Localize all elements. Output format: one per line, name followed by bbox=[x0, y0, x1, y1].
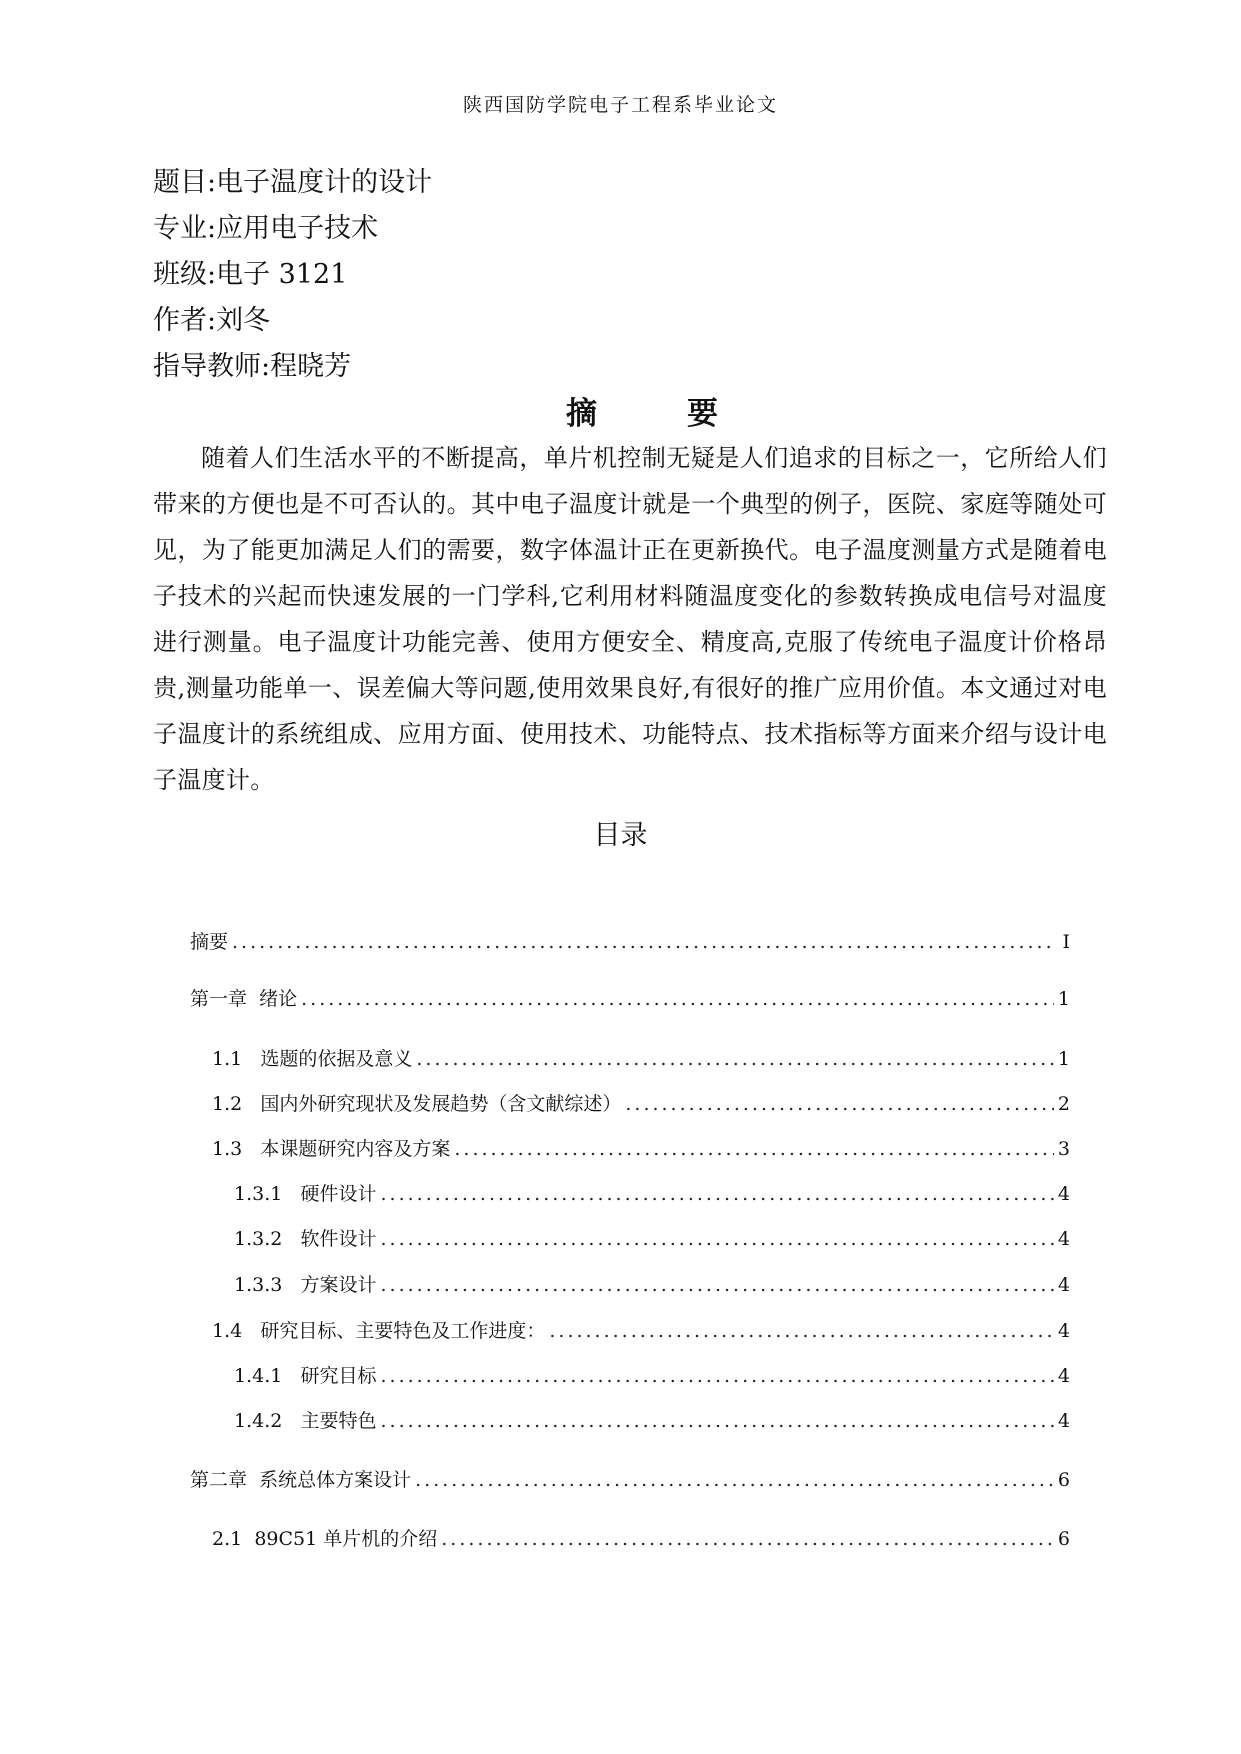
toc-entry[interactable] bbox=[190, 1466, 1070, 1494]
toc-entry-page: 6 bbox=[1057, 1528, 1070, 1550]
toc-entry-page: 2 bbox=[1057, 1093, 1070, 1115]
toc-entry-label: 系统总体方案设计 bbox=[259, 1469, 412, 1491]
author-line: 作者:刘冬 bbox=[153, 305, 271, 336]
toc-entry[interactable] bbox=[212, 1090, 1070, 1118]
toc-leader-dots bbox=[454, 1135, 1054, 1163]
toc-leader-dots bbox=[381, 1407, 1054, 1435]
toc-entry[interactable] bbox=[234, 1180, 1070, 1208]
toc-entry-page: 1 bbox=[1057, 988, 1070, 1010]
toc-entry-page: 4 bbox=[1057, 1320, 1070, 1342]
toc-entry[interactable] bbox=[234, 1271, 1070, 1299]
toc-entry[interactable] bbox=[212, 1317, 1070, 1345]
running-header: 陕西国防学院电子工程系毕业论文 bbox=[462, 94, 778, 116]
toc-entry-number: 1.4.1 bbox=[234, 1365, 283, 1387]
toc-leader-dots bbox=[625, 1090, 1054, 1118]
toc-entry-page: 1 bbox=[1057, 1048, 1070, 1070]
toc-entry-label: 研究目标、主要特色及工作进度： bbox=[260, 1320, 546, 1342]
toc-leader-dots bbox=[415, 1466, 1054, 1494]
toc-leader-dots bbox=[381, 1271, 1054, 1299]
toc-entry[interactable] bbox=[234, 1225, 1070, 1253]
toc-entry-label: 89C51 单片机的介绍 bbox=[254, 1528, 438, 1550]
toc-leader-dots bbox=[381, 1225, 1054, 1253]
toc-entry-number: 1.2 bbox=[212, 1093, 243, 1115]
toc-leader-dots bbox=[301, 985, 1054, 1013]
toc-entry-number: 1.3 bbox=[212, 1138, 243, 1160]
toc-entry-number: 1.3.2 bbox=[234, 1228, 283, 1250]
toc-entry-number: 1.4.2 bbox=[234, 1410, 283, 1432]
toc-leader-dots bbox=[416, 1045, 1054, 1073]
toc-leader-dots bbox=[381, 1180, 1054, 1208]
toc-entry-page: 4 bbox=[1057, 1183, 1070, 1205]
toc-entry-page: 4 bbox=[1057, 1274, 1070, 1296]
toc-entry-label: 选题的依据及意义 bbox=[260, 1048, 413, 1070]
toc-entry-page: 4 bbox=[1057, 1410, 1070, 1432]
major-line: 专业:应用电子技术 bbox=[153, 213, 379, 244]
abstract-heading bbox=[566, 388, 718, 433]
thesis-title-line: 题目:电子温度计的设计 bbox=[153, 167, 433, 198]
toc-heading: 目录 bbox=[593, 820, 648, 851]
toc-entry[interactable] bbox=[212, 1045, 1070, 1073]
toc-entry-page: 4 bbox=[1057, 1228, 1070, 1250]
advisor-line: 指导教师:程晓芳 bbox=[153, 351, 352, 382]
toc-leader-dots bbox=[232, 928, 1056, 956]
toc-entry-label: 摘要 bbox=[190, 931, 229, 953]
toc-entry-label: 本课题研究内容及方案 bbox=[260, 1138, 451, 1160]
toc-entry-page: I bbox=[1062, 931, 1070, 953]
toc-entry[interactable] bbox=[234, 1362, 1070, 1390]
abstract-heading-char-1: 摘 bbox=[566, 396, 597, 432]
toc-entry-number: 第一章 bbox=[190, 988, 248, 1010]
toc-entry-number: 第二章 bbox=[190, 1469, 248, 1491]
toc-entry-page: 3 bbox=[1057, 1138, 1070, 1160]
toc-entry[interactable] bbox=[212, 1525, 1070, 1553]
abstract-heading-char-2: 要 bbox=[687, 396, 718, 432]
toc-entry-number: 1.4 bbox=[212, 1320, 243, 1342]
toc-leader-dots bbox=[549, 1317, 1054, 1345]
toc-entry-label: 绪论 bbox=[259, 988, 298, 1010]
toc-entry-label: 研究目标 bbox=[300, 1365, 377, 1387]
toc-entry-label: 硬件设计 bbox=[300, 1183, 377, 1205]
toc-entry[interactable] bbox=[212, 1135, 1070, 1163]
toc-entry-label: 主要特色 bbox=[300, 1410, 377, 1432]
toc-entry-label: 国内外研究现状及发展趋势（含文献综述） bbox=[260, 1093, 622, 1115]
toc-entry[interactable] bbox=[190, 928, 1070, 956]
toc-entry[interactable] bbox=[234, 1407, 1070, 1435]
toc-entry-label: 方案设计 bbox=[300, 1274, 377, 1296]
toc-entry-number: 1.1 bbox=[212, 1048, 243, 1070]
toc-entry[interactable] bbox=[190, 985, 1070, 1013]
toc-leader-dots bbox=[381, 1362, 1054, 1390]
toc-entry-label: 软件设计 bbox=[300, 1228, 377, 1250]
toc-entry-page: 4 bbox=[1057, 1365, 1070, 1387]
toc-leader-dots bbox=[441, 1525, 1054, 1553]
toc-entry-page: 6 bbox=[1057, 1469, 1070, 1491]
abstract-body: 随着人们生活水平的不断提高，单片机控制无疑是人们追求的目标之一，它所给人们带来的方便也是不可否认的。其中电子温度计就是一个典型的例子，医院、家庭等随处可见，为了能更加满足人们的需要，数字体温计正在更新换代。电子温度测量方式是随着电子技术的兴起而快速发展的一门学科,它利用材料随温度变化的参数转换成电信号对温度进行测量。电子温度计功能完善、使用方便安全、精度高,克服了传统电子温度计价格昂贵,测量功能单一、误差偏大等问题,使用效果良好,有很好的推广应用价值。本文通过对电子温度计的系统组成、应用方面、使用技术、功能特点、技术指标等方面来介绍与设计电子温度计。 bbox=[153, 444, 1107, 794]
toc-entry-number: 1.3.3 bbox=[234, 1274, 283, 1296]
thesis-info-block bbox=[153, 160, 432, 390]
toc-entry-number: 1.3.1 bbox=[234, 1183, 283, 1205]
toc-entry-number: 2.1 bbox=[212, 1528, 243, 1550]
class-line: 班级:电子 3121 bbox=[153, 259, 348, 290]
